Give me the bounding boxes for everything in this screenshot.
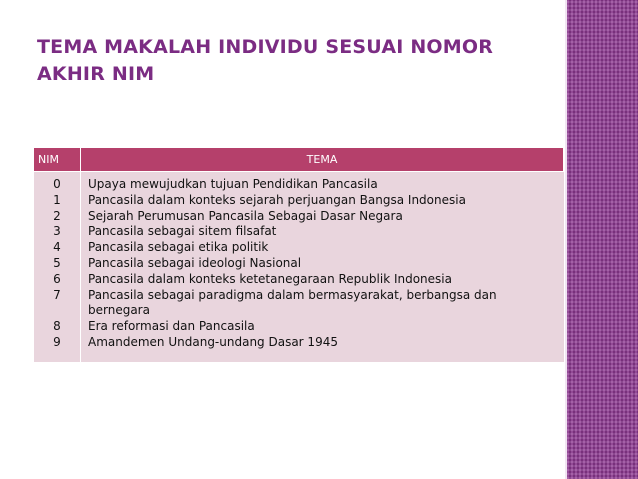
tema-value: Amandemen Undang-undang Dasar 1945 (88, 334, 338, 349)
tema-value: Pancasila sebagai paradigma dalam bermasyarakat, berbangsa dan (88, 287, 497, 302)
nim-value: 1 (53, 192, 61, 207)
slide-title (37, 34, 537, 88)
tema-column (81, 172, 564, 362)
tema-value: Pancasila sebagai ideologi Nasional (88, 255, 302, 270)
slide-title-line-1: TEMA MAKALAH INDIVIDU SESUAI NOMOR (37, 36, 494, 58)
table-header-row (34, 148, 564, 172)
header-tema: TEMA (81, 148, 564, 172)
tema-value-continued: bernegara (88, 303, 150, 318)
nim-value: 6 (53, 271, 61, 286)
tema-value: Upaya mewujudkan tujuan Pendidikan Pancasila (88, 177, 378, 191)
nim-value: 2 (53, 208, 61, 223)
tema-value: Pancasila dalam konteks ketetanegaraan Republik Indonesia (88, 271, 452, 286)
nim-value: 9 (53, 334, 61, 349)
slide-title-line-2: AKHIR NIM (37, 63, 155, 85)
nim-column (34, 172, 81, 362)
tema-table-container (34, 148, 564, 362)
decorative-side-bar (567, 0, 638, 479)
tema-value: Sejarah Perumusan Pancasila Sebagai Dasar Negara (88, 208, 403, 223)
nim-spacer (35, 303, 79, 319)
nim-value: 0 (53, 177, 61, 191)
nim-value: 8 (53, 319, 61, 334)
tema-value: Pancasila sebagai etika politik (88, 240, 269, 255)
header-nim: NIM (34, 148, 81, 172)
tema-value: Pancasila dalam konteks sejarah perjuangan Bangsa Indonesia (88, 192, 466, 207)
nim-value: 7 (53, 287, 61, 302)
table-body-row (34, 172, 564, 362)
nim-value: 3 (53, 224, 61, 239)
tema-table (34, 148, 564, 362)
nim-value: 5 (53, 255, 61, 270)
tema-value: Era reformasi dan Pancasila (88, 319, 255, 334)
tema-value: Pancasila sebagai sitem filsafat (88, 224, 277, 239)
nim-value: 4 (53, 240, 61, 255)
